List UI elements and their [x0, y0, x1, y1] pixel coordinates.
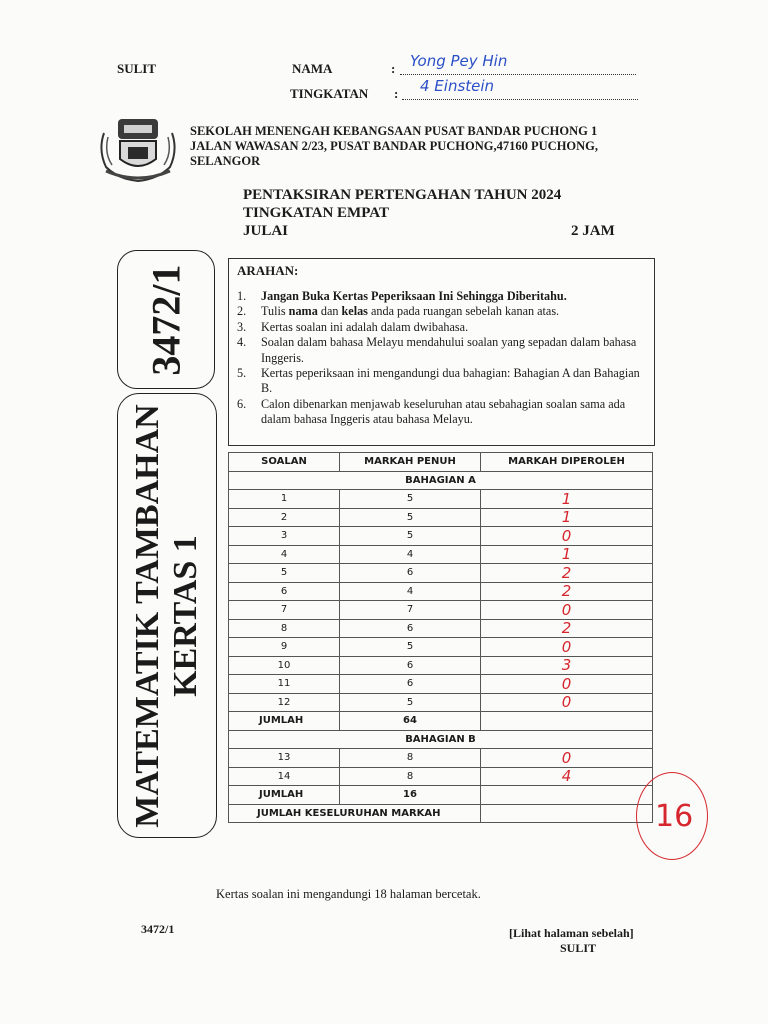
grand-total-cell[interactable]	[481, 804, 653, 823]
full-marks: 5	[340, 527, 481, 546]
grand-total-label: JUMLAH KESELURUHAN MARKAH	[229, 804, 481, 823]
classification-top: SULIT	[117, 61, 157, 76]
subject-title	[129, 404, 205, 827]
total-label: JUMLAH	[229, 712, 340, 731]
column-header: SOALAN	[229, 453, 340, 472]
question-number: 4	[229, 545, 340, 564]
subject-name: MATEMATIK TAMBAHAN	[129, 403, 166, 828]
obtained-marks[interactable]: 2	[481, 619, 653, 638]
instructions-heading: ARAHAN:	[237, 263, 299, 278]
full-marks: 5	[340, 693, 481, 712]
table-row	[229, 693, 653, 712]
question-number: 11	[229, 675, 340, 694]
exam-title-block	[243, 186, 623, 240]
grand-total-row	[229, 804, 653, 823]
column-header: MARKAH DIPEROLEH	[481, 453, 653, 472]
paper-code-footer: 3472/1	[141, 922, 175, 936]
total-b-obtained[interactable]	[481, 786, 653, 805]
section-b-rows	[229, 749, 653, 786]
question-number: 12	[229, 693, 340, 712]
table-row	[229, 601, 653, 620]
school-address	[190, 124, 650, 169]
question-number: 5	[229, 564, 340, 583]
obtained-marks[interactable]: 2	[481, 582, 653, 601]
instructions-box	[228, 258, 655, 446]
obtained-marks[interactable]: 2	[481, 564, 653, 583]
table-row	[229, 638, 653, 657]
classification-bottom: SULIT	[560, 941, 597, 955]
question-number: 8	[229, 619, 340, 638]
school-address-line: JALAN WAWASAN 2/23, PUSAT BANDAR PUCHONG,47160 PUCHONG,	[190, 139, 599, 153]
question-number: 7	[229, 601, 340, 620]
table-row	[229, 490, 653, 509]
paper-code: 3472/1	[143, 263, 189, 376]
subject-paper: KERTAS 1	[167, 534, 204, 697]
name-label: NAMA	[292, 61, 333, 76]
form-label: TINGKATAN	[290, 86, 369, 101]
obtained-marks[interactable]: 0	[481, 638, 653, 657]
instruction-item: 4. Soalan dalam bahasa Melayu mendahului soalan yang sepadan dalam bahasa Inggeris.	[237, 335, 637, 365]
table-row	[229, 545, 653, 564]
obtained-marks[interactable]: 0	[481, 749, 653, 768]
obtained-marks[interactable]: 1	[481, 490, 653, 509]
section-b-label: BAHAGIAN B	[229, 730, 653, 749]
obtained-marks[interactable]: 4	[481, 767, 653, 786]
section-a-rows	[229, 490, 653, 712]
table-row	[229, 564, 653, 583]
marks-table	[228, 452, 653, 823]
instruction-item: 5. Kertas peperiksaan ini mengandungi dua bahagian: Bahagian A dan Bahagian B.	[237, 366, 640, 396]
column-header: MARKAH PENUH	[340, 453, 481, 472]
table-row	[229, 508, 653, 527]
total-row	[229, 786, 653, 805]
exam-duration: 2 JAM	[571, 223, 615, 239]
question-number: 9	[229, 638, 340, 657]
obtained-marks[interactable]: 0	[481, 527, 653, 546]
exam-form: TINGKATAN EMPAT	[243, 205, 389, 221]
school-name: SEKOLAH MENENGAH KEBANGSAAN PUSAT BANDAR PUCHONG 1	[190, 124, 598, 138]
table-row	[229, 527, 653, 546]
table-row	[229, 656, 653, 675]
form-value: 4 Einstein	[420, 77, 495, 95]
full-marks: 6	[340, 619, 481, 638]
full-marks: 6	[340, 656, 481, 675]
question-number: 10	[229, 656, 340, 675]
full-marks: 8	[340, 767, 481, 786]
page-count-note: Kertas soalan ini mengandungi 18 halaman bercetak.	[216, 887, 481, 901]
full-marks: 4	[340, 545, 481, 564]
exam-month: JULAI	[243, 223, 289, 239]
question-number: 2	[229, 508, 340, 527]
instruction-item: 3. Kertas soalan ini adalah dalam dwibahasa.	[237, 319, 469, 334]
full-marks: 5	[340, 638, 481, 657]
grand-total-circle	[636, 772, 708, 860]
table-header-row	[229, 453, 653, 472]
school-state: SELANGOR	[190, 154, 261, 168]
exam-title: PENTAKSIRAN PERTENGAHAN TAHUN 2024	[243, 187, 562, 203]
name-value: Yong Pey Hin	[410, 52, 508, 70]
full-marks: 5	[340, 490, 481, 509]
instruction-item: 1. Jangan Buka Kertas Peperiksaan Ini Sehingga Diberitahu.	[237, 289, 567, 303]
question-number: 3	[229, 527, 340, 546]
obtained-marks[interactable]: 0	[481, 675, 653, 694]
instructions-list	[237, 289, 649, 428]
obtained-marks[interactable]: 1	[481, 545, 653, 564]
full-marks: 4	[340, 582, 481, 601]
full-marks: 5	[340, 508, 481, 527]
grand-total-handwritten: 16	[655, 799, 694, 834]
total-b-value: 16	[340, 786, 481, 805]
table-row	[229, 675, 653, 694]
question-number: 6	[229, 582, 340, 601]
next-page-note: [Lihat halaman sebelah]	[509, 926, 634, 940]
full-marks: 6	[340, 564, 481, 583]
full-marks: 6	[340, 675, 481, 694]
instruction-item: 6. Calon dibenarkan menjawab keseluruhan atau sebahagian soalan sama ada dalam bahasa Inggeris atau bahasa Melayu.	[237, 396, 626, 427]
total-a-value: 64	[340, 712, 481, 731]
section-a-label: BAHAGIAN A	[229, 471, 653, 490]
paper-code-box	[117, 250, 215, 389]
section-row	[229, 471, 653, 490]
full-marks: 8	[340, 749, 481, 768]
question-number: 13	[229, 749, 340, 768]
obtained-marks[interactable]: 3	[481, 656, 653, 675]
table-row	[229, 582, 653, 601]
instruction-item: 2. Tulis nama dan kelas anda pada ruangan sebelah kanan atas.	[237, 304, 560, 319]
question-number: 14	[229, 767, 340, 786]
name-colon: :	[391, 61, 396, 76]
table-row	[229, 619, 653, 638]
question-number: 1	[229, 490, 340, 509]
form-colon: :	[394, 86, 399, 101]
full-marks: 7	[340, 601, 481, 620]
total-label: JUMLAH	[229, 786, 340, 805]
table-row	[229, 767, 653, 786]
subject-box	[117, 393, 217, 838]
obtained-marks[interactable]: 1	[481, 508, 653, 527]
table-row	[229, 749, 653, 768]
section-row	[229, 730, 653, 749]
obtained-marks[interactable]: 0	[481, 601, 653, 620]
total-a-obtained[interactable]	[481, 712, 653, 731]
total-row	[229, 712, 653, 731]
obtained-marks[interactable]: 0	[481, 693, 653, 712]
school-crest-icon	[98, 115, 178, 185]
